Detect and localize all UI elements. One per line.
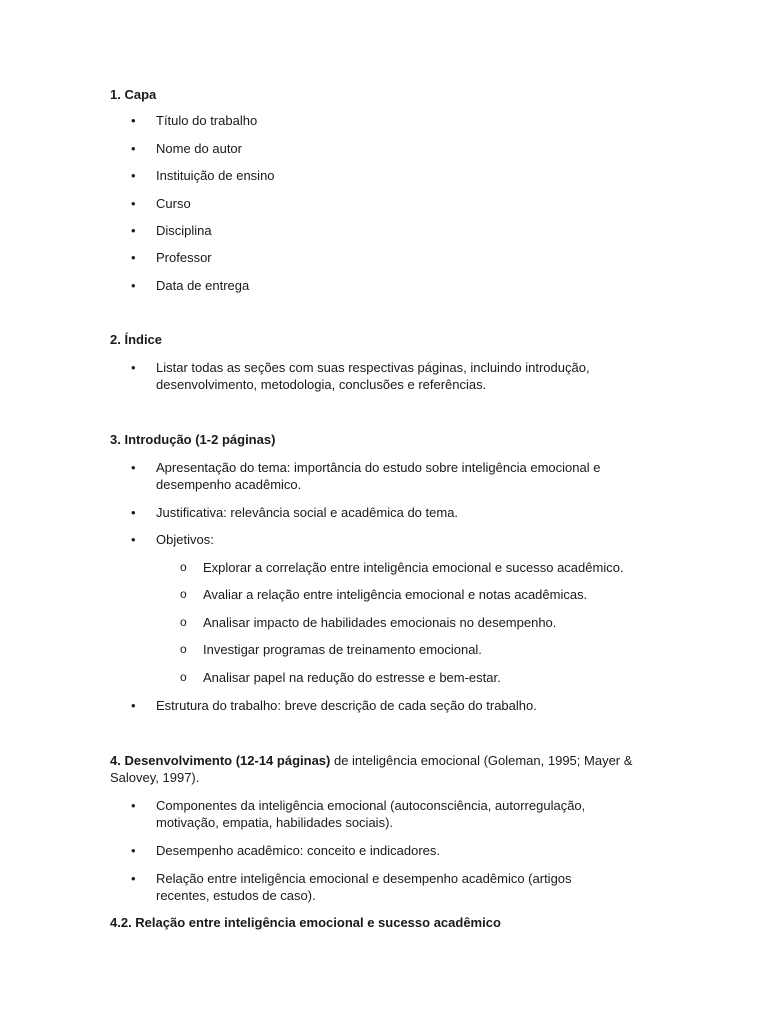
sub-list-item: Analisar impacto de habilidades emocionais no desempenho.	[203, 615, 557, 630]
sub-list-item: Investigar programas de treinamento emocional.	[203, 642, 482, 657]
list-item: Data de entrega	[156, 278, 250, 293]
sub-list-item: Explorar a correlação entre inteligência emocional e sucesso acadêmico.	[203, 560, 624, 575]
subsection-heading: 4.2. Relação entre inteligência emocional e sucesso acadêmico	[110, 915, 501, 930]
bullet: •	[131, 141, 136, 156]
bullet: •	[131, 196, 136, 211]
sub-list-item: Avaliar a relação entre inteligência emocional e notas acadêmicas.	[203, 587, 588, 602]
bullet: •	[131, 698, 136, 713]
list-item: Justificativa: relevância social e acadêmica do tema.	[156, 505, 459, 520]
bullet: •	[131, 798, 136, 813]
bullet: •	[131, 223, 136, 238]
sub-bullet: o	[180, 587, 187, 601]
sub-bullet: o	[180, 615, 187, 629]
list-item: Professor	[156, 250, 212, 265]
list-item: Listar todas as seções com suas respectivas páginas, incluindo introdução, desenvolvimento, metodologia, conclusões e referências.	[156, 360, 590, 392]
list-item: Componentes da inteligência emocional (autoconsciência, autorregulação, motivação, empatia, habilidades sociais).	[156, 798, 586, 830]
bullet: •	[131, 505, 136, 520]
list-item: Objetivos:	[156, 532, 214, 547]
bullet: •	[131, 871, 136, 886]
list-item: Desempenho acadêmico: conceito e indicadores.	[156, 843, 441, 858]
bullet: •	[131, 532, 136, 547]
section-heading-capa: 1. Capa	[110, 87, 157, 102]
section-heading-indice: 2. Índice	[110, 332, 163, 347]
sub-list-item: Analisar papel na redução do estresse e bem-estar.	[203, 670, 501, 685]
bullet: •	[131, 113, 136, 128]
list-item: Relação entre inteligência emocional e desempenho acadêmico (artigos recentes, estudos de caso).	[156, 871, 572, 903]
bullet: •	[131, 168, 136, 183]
section-heading-introducao: 3. Introdução (1-2 páginas)	[110, 432, 276, 447]
bullet: •	[131, 843, 136, 858]
list-item: Disciplina	[156, 223, 212, 238]
list-item: Curso	[156, 196, 191, 211]
list-item: Nome do autor	[156, 141, 242, 156]
list-item: Título do trabalho	[156, 113, 258, 128]
bullet: •	[131, 460, 136, 475]
list-item: Estrutura do trabalho: breve descrição de cada seção do trabalho.	[156, 698, 537, 713]
section-heading-desenvolvimento	[110, 752, 650, 786]
list-item: Apresentação do tema: importância do estudo sobre inteligência emocional e desempenho acadêmico.	[156, 460, 601, 492]
sub-bullet: o	[180, 670, 187, 684]
bullet: •	[131, 360, 136, 375]
bullet: •	[131, 278, 136, 293]
heading-bold-part: 4. Desenvolvimento (12-14 páginas)	[110, 753, 331, 768]
heading-continuation: de inteligência emocional (Goleman, 1995; Mayer & Salovey, 1997).	[110, 753, 633, 785]
list-item: Instituição de ensino	[156, 168, 275, 183]
sub-bullet: o	[180, 642, 187, 656]
sub-bullet: o	[180, 560, 187, 574]
bullet: •	[131, 250, 136, 265]
